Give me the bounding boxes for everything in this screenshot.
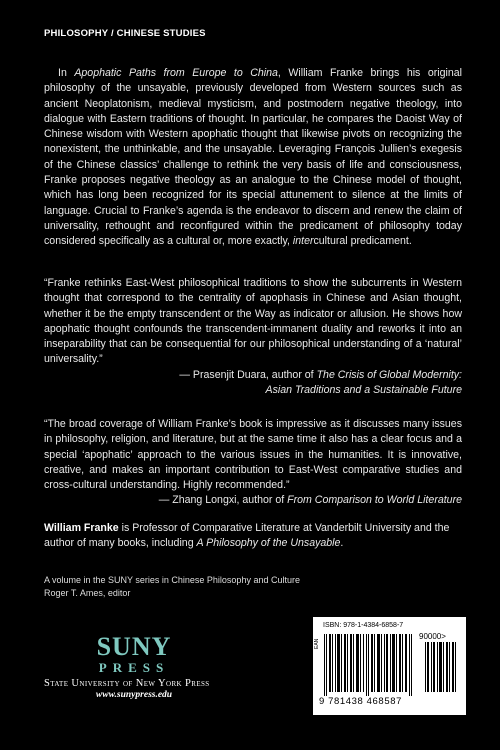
supplement-code xyxy=(419,632,446,641)
endorsement-text: “Franke rethinks East-West philosophical traditions to show the subcurrents in Western thought that correspond to the centrality of apophasis in Chinese and Asian thought, whether it be the empty transcendent or the Way as indicator or allusion. He shows how apophatic thought confounds the transcendent-immanent duality and reworks it into an inseparability that can be consequential for our philosophical understanding of a ‘natural’ universality.” xyxy=(44,277,462,366)
author-bio xyxy=(44,521,462,552)
ean-label: EAN xyxy=(314,638,320,649)
isbn-label: ISBN: 978-1-4384-6858-7 xyxy=(323,622,404,629)
blurb-body: , William Franke brings his original philosophy of the unsayable, previously developed from Western sources such as ancient Neoplatonism, medieval mysticism, and postmodern negative theology, into dialogue with Eastern traditions of thought. In particular, he compares the Daoist Way of Chinese wisdom with Western apophatic thought that likewise pivots on recognizing the nonexistent, the unthinkable, and the unsayable. Leveraging François Jullien’s exegesis of the Chinese classics’ challenge to rethink the very basis of life and consciousness, Franke proposes negative theology as an analogue to the Chinese model of thought, which has long been recognized for its special attunement to silence at the limits of language. Crucial to Franke’s agenda is the endeavor to discern and renew the claim of universality, rethought and reconfigured within the predicament of philosophy today considered specifically as a cultural or, more exactly, xyxy=(44,67,463,248)
author-name: William Franke xyxy=(44,522,119,534)
series-line: A volume in the SUNY series in Chinese Philosophy and Culture xyxy=(44,575,300,585)
attribution-title: The Crisis of Global Modernity: xyxy=(316,368,462,381)
endorsement-zhang xyxy=(44,417,462,509)
author-bio-end: . xyxy=(340,537,344,550)
series-editor: Roger T. Ames, editor xyxy=(44,587,131,598)
blurb-pre: In xyxy=(58,67,75,79)
publisher-name: State University of New York Press xyxy=(44,678,210,689)
book-description xyxy=(44,66,462,250)
publisher-url: www.sunypress.edu xyxy=(95,690,173,700)
author-bio-text: is Professor of Comparative Literature at Vanderbilt University and the author of many books, including xyxy=(44,522,450,550)
publisher-logo xyxy=(44,634,224,700)
endorsement-attribution xyxy=(44,493,462,508)
attribution-author: — Zhang Longxi, author of xyxy=(158,494,288,507)
barcode-supplement xyxy=(425,642,457,692)
blurb-end: cultural predicament. xyxy=(313,235,412,248)
series-info xyxy=(44,574,344,599)
suny-logo-mark: SUNY xyxy=(96,632,172,661)
endorsement-attribution xyxy=(44,368,462,399)
barcode-digits: 9 781438 468587 xyxy=(319,696,402,707)
barcode-main xyxy=(324,634,414,696)
isbn-barcode xyxy=(313,617,466,715)
endorsement-text: “The broad coverage of William Franke’s book is impressive as it discusses many issues in philosophy, religion, and literature, but at the same time it also has a clear focus and a special ‘apophatic’ approach to the various issues in the humanities. It is innovative, creative, and makes an important contribution to East-West comparative studies and cross-cultural understanding. Highly recommended.” xyxy=(44,418,462,492)
supplement-digits: 90000 xyxy=(419,632,442,641)
attribution-title-cont: Asian Traditions and a Sustainable Future xyxy=(265,384,462,397)
attribution-author: — Prasenjit Duara, author of xyxy=(179,368,317,381)
endorsement-duara xyxy=(44,276,462,398)
blurb-inter: inter xyxy=(292,235,314,248)
author-book-title: A Philosophy of the Unsayable xyxy=(196,537,341,550)
book-title: Apophatic Paths from Europe to China xyxy=(74,67,278,79)
category-label: PHILOSOPHY / CHINESE STUDIES xyxy=(44,28,206,39)
supplement-arrow: > xyxy=(441,632,446,641)
attribution-title: From Comparison to World Literature xyxy=(287,494,462,507)
press-logo-mark: PRESS xyxy=(98,660,170,675)
